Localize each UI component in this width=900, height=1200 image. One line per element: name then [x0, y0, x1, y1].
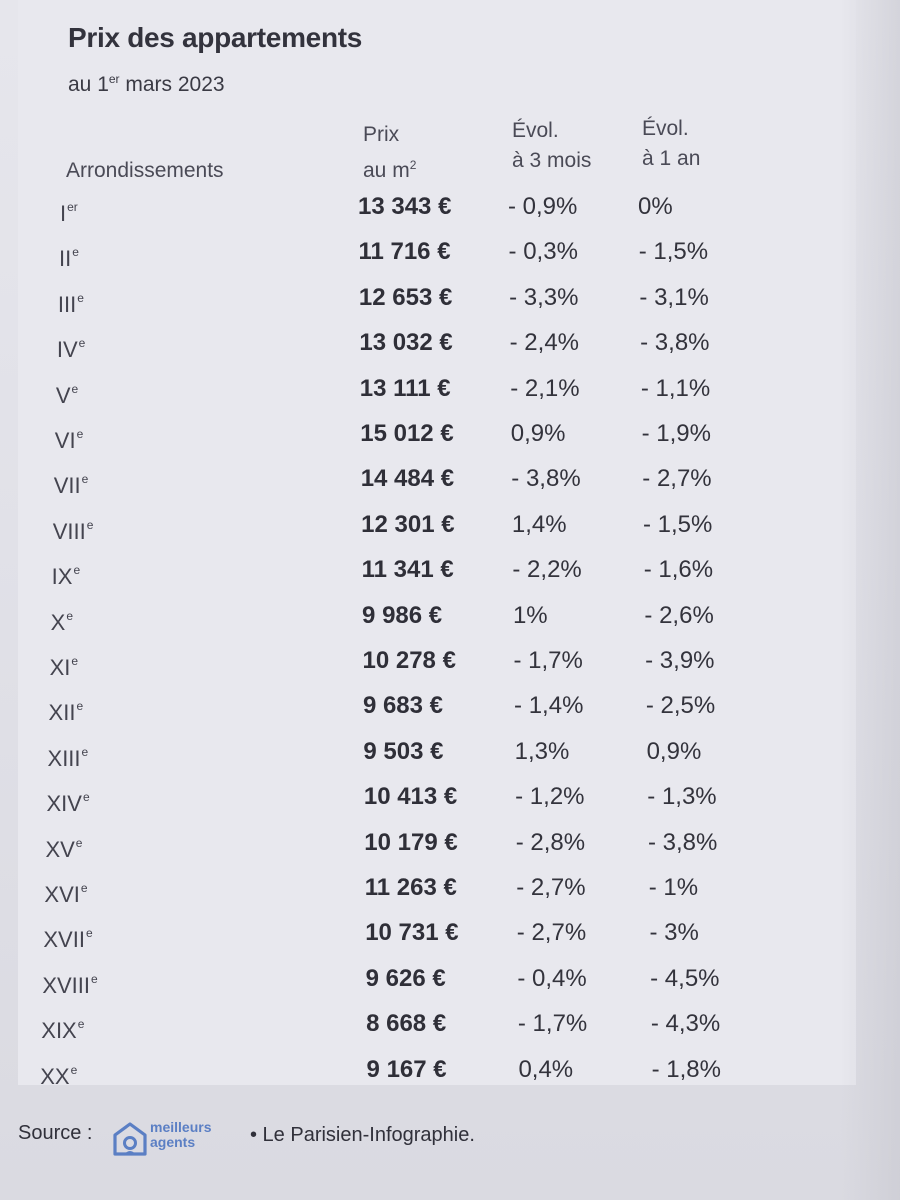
cell-arrondissement — [56, 371, 78, 414]
arrondissement-sup: e — [82, 790, 90, 805]
table-row — [0, 371, 900, 411]
arrondissement-numeral: XIX — [41, 1018, 77, 1044]
cell-arrondissement — [59, 234, 79, 277]
cell-prix: 10 278 € — [362, 647, 456, 674]
cell-prix: 9 986 € — [362, 601, 443, 629]
cell-evol-1-an: - 1,5% — [638, 238, 709, 266]
arrondissement-sup: e — [91, 971, 98, 986]
cell-evol-1-an: - 1,3% — [647, 783, 717, 811]
cell-arrondissement — [57, 325, 85, 368]
cell-evol-3-mois: - 1,7% — [513, 647, 583, 674]
cell-evol-1-an: - 2,5% — [645, 692, 716, 720]
arrondissement-numeral: XI — [49, 655, 71, 680]
logo-wordmark — [150, 1120, 211, 1150]
cell-evol-1-an: - 1,5% — [643, 510, 713, 538]
cell-arrondissement — [58, 280, 84, 323]
cell-evol-1-an: - 1,1% — [640, 374, 711, 402]
cell-evol-3-mois: 1,4% — [511, 510, 567, 538]
arrondissement-numeral: IX — [51, 564, 73, 590]
arrondissement-sup: e — [76, 427, 84, 441]
cell-evol-1-an: - 4,5% — [650, 964, 720, 992]
table-row — [0, 688, 900, 728]
arrondissement-numeral: XII — [48, 700, 76, 726]
arrondissement-numeral: XVIII — [42, 972, 90, 998]
cell-evol-3-mois: 1% — [512, 601, 548, 629]
table-row — [0, 643, 900, 683]
arrondissement-sup: e — [81, 744, 89, 759]
column-header-prix-unit: au m — [363, 159, 410, 182]
cell-evol-1-an: - 3,8% — [648, 828, 718, 856]
cell-evol-1-an: - 3,8% — [640, 329, 710, 357]
cell-prix: 12 301 € — [361, 510, 455, 538]
cell-evol-3-mois: - 2,4% — [509, 329, 580, 357]
cell-prix: 11 263 € — [364, 874, 457, 901]
cell-prix: 13 343 € — [358, 193, 452, 220]
cell-arrondissement — [40, 1052, 77, 1095]
cell-arrondissement — [44, 870, 87, 913]
arrondissement-sup: e — [81, 472, 89, 487]
cell-prix: 8 668 € — [366, 1010, 447, 1038]
cell-prix: 9 503 € — [363, 737, 444, 765]
arrondissement-sup: e — [73, 563, 81, 578]
credit-text: • Le Parisien-Infographie. — [250, 1124, 475, 1146]
cell-evol-1-an: - 3% — [649, 919, 699, 947]
cell-evol-1-an: - 1% — [648, 874, 699, 901]
arrondissement-numeral: II — [58, 246, 72, 272]
arrondissement-numeral: VI — [54, 428, 76, 453]
arrondissement-numeral: IV — [56, 337, 78, 363]
source-label: Source : — [18, 1122, 93, 1144]
table-row — [0, 1052, 900, 1092]
column-header-evol1-line2: à 1 an — [642, 147, 701, 170]
chart-title: Prix des appartements — [68, 22, 363, 53]
cell-arrondissement — [52, 552, 80, 595]
subtitle-pre: au 1 — [68, 73, 109, 96]
arrondissement-numeral: XV — [45, 836, 75, 862]
table-row — [0, 961, 900, 1001]
arrondissement-numeral: V — [55, 382, 71, 408]
cell-arrondissement — [49, 688, 84, 731]
cell-evol-3-mois: - 1,4% — [514, 692, 584, 720]
cell-evol-3-mois: 0,4% — [518, 1055, 574, 1083]
cell-arrondissement — [50, 643, 78, 686]
cell-evol-3-mois: 1,3% — [514, 737, 570, 765]
column-header-prix-line1: Prix — [363, 123, 400, 146]
cell-evol-1-an: - 3,1% — [639, 283, 709, 311]
arrondissement-sup: e — [86, 517, 94, 532]
logo-line2: agents — [150, 1134, 196, 1150]
cell-evol-1-an: - 1,8% — [651, 1055, 721, 1083]
cell-evol-3-mois: - 0,9% — [508, 193, 578, 220]
cell-arrondissement — [45, 825, 82, 868]
cell-evol-3-mois: - 2,7% — [516, 874, 586, 901]
table-row — [0, 325, 900, 365]
cell-prix: 13 111 € — [359, 374, 451, 402]
arrondissement-sup: e — [71, 381, 79, 396]
cell-evol-1-an: - 1,6% — [643, 556, 714, 584]
cell-evol-3-mois: 0,9% — [510, 420, 566, 447]
cell-evol-1-an: - 1,9% — [641, 420, 711, 447]
table-row — [0, 552, 900, 592]
cell-evol-1-an: - 2,7% — [642, 465, 712, 493]
cell-prix: 9 626 € — [365, 964, 446, 992]
cell-prix: 10 179 € — [364, 828, 458, 856]
cell-arrondissement — [54, 461, 89, 504]
arrondissement-sup: er — [67, 200, 78, 214]
cell-arrondissement — [42, 961, 97, 1004]
logo-line1: meilleurs — [150, 1119, 212, 1135]
cell-prix: 13 032 € — [359, 329, 453, 357]
table-row — [0, 234, 900, 274]
cell-evol-1-an: - 2,6% — [644, 601, 714, 629]
cell-arrondissement — [55, 416, 83, 459]
cell-prix: 9 683 € — [362, 692, 444, 720]
cell-evol-1-an: - 4,3% — [650, 1010, 721, 1038]
cell-evol-3-mois: - 3,3% — [509, 283, 579, 311]
column-header-evol1-line1: Évol. — [642, 117, 689, 140]
arrondissement-sup: e — [80, 881, 88, 895]
cell-evol-3-mois: - 1,2% — [515, 783, 585, 811]
column-header-evol3-line1: Évol. — [512, 119, 559, 142]
arrondissement-numeral: XX — [40, 1063, 70, 1089]
arrondissement-numeral: XIV — [46, 791, 82, 817]
cell-arrondissement — [46, 779, 89, 822]
table-row — [0, 598, 900, 638]
cell-arrondissement — [43, 915, 92, 958]
cell-arrondissement — [48, 734, 89, 777]
cell-evol-1-an: 0% — [638, 193, 673, 220]
column-header-evol3-line2: à 3 mois — [512, 149, 592, 172]
arrondissement-sup: e — [77, 1017, 85, 1032]
cell-evol-3-mois: - 2,1% — [510, 374, 580, 402]
arrondissement-sup: e — [77, 290, 84, 305]
cell-prix: 11 341 € — [361, 556, 454, 584]
cell-arrondissement — [53, 507, 94, 550]
arrondissement-numeral: X — [50, 609, 66, 635]
cell-evol-3-mois: - 0,4% — [517, 964, 587, 992]
arrondissement-sup: e — [76, 699, 84, 714]
arrondissement-numeral: I — [60, 201, 67, 226]
column-header-arrondissements: Arrondissements — [66, 159, 224, 182]
table-row — [0, 779, 900, 819]
cell-evol-3-mois: - 1,7% — [517, 1010, 588, 1038]
arrondissement-numeral: VIII — [52, 518, 86, 544]
cell-prix: 11 716 € — [358, 238, 451, 266]
cell-evol-1-an: - 3,9% — [645, 647, 715, 674]
arrondissement-sup: e — [85, 926, 93, 941]
arrondissement-sup: e — [71, 654, 79, 668]
cell-arrondissement — [41, 1006, 84, 1049]
arrondissement-sup: e — [66, 608, 73, 623]
cell-evol-3-mois: - 2,7% — [516, 919, 587, 947]
cell-arrondissement — [60, 189, 78, 232]
table-row — [0, 734, 900, 774]
arrondissement-sup: e — [70, 1062, 78, 1077]
cell-evol-3-mois: - 2,2% — [512, 556, 582, 584]
cell-prix: 15 012 € — [360, 420, 454, 447]
table-row — [0, 507, 900, 547]
subtitle-sup: er — [108, 72, 120, 86]
table-row — [0, 416, 900, 456]
cell-evol-1-an: 0,9% — [646, 737, 702, 765]
cell-arrondissement — [51, 598, 73, 641]
arrondissement-numeral: XIII — [47, 745, 81, 771]
arrondissement-numeral: III — [57, 291, 77, 317]
column-header-prix-sup: 2 — [409, 158, 417, 172]
table-row — [0, 189, 900, 229]
arrondissement-sup: e — [75, 835, 83, 850]
arrondissement-numeral: VII — [53, 473, 81, 499]
cell-prix: 10 413 € — [363, 783, 458, 811]
table-row — [0, 825, 900, 865]
cell-evol-3-mois: - 2,8% — [515, 828, 586, 856]
table-row — [0, 1006, 900, 1046]
table-row — [0, 915, 900, 955]
subtitle-post: mars 2023 — [119, 73, 225, 96]
arrondissement-numeral: XVII — [43, 927, 85, 953]
cell-prix: 14 484 € — [360, 465, 455, 493]
table-row — [0, 461, 900, 501]
cell-evol-3-mois: - 3,8% — [511, 465, 581, 493]
cell-prix: 9 167 € — [366, 1055, 447, 1083]
table-row — [0, 870, 900, 910]
cell-prix: 12 653 € — [358, 283, 453, 311]
arrondissement-numeral: XVI — [44, 882, 80, 907]
cell-prix: 10 731 € — [365, 919, 459, 947]
arrondissement-sup: e — [78, 336, 86, 351]
arrondissement-sup: e — [72, 245, 79, 260]
table-row — [0, 280, 900, 320]
cell-evol-3-mois: - 0,3% — [508, 238, 578, 266]
